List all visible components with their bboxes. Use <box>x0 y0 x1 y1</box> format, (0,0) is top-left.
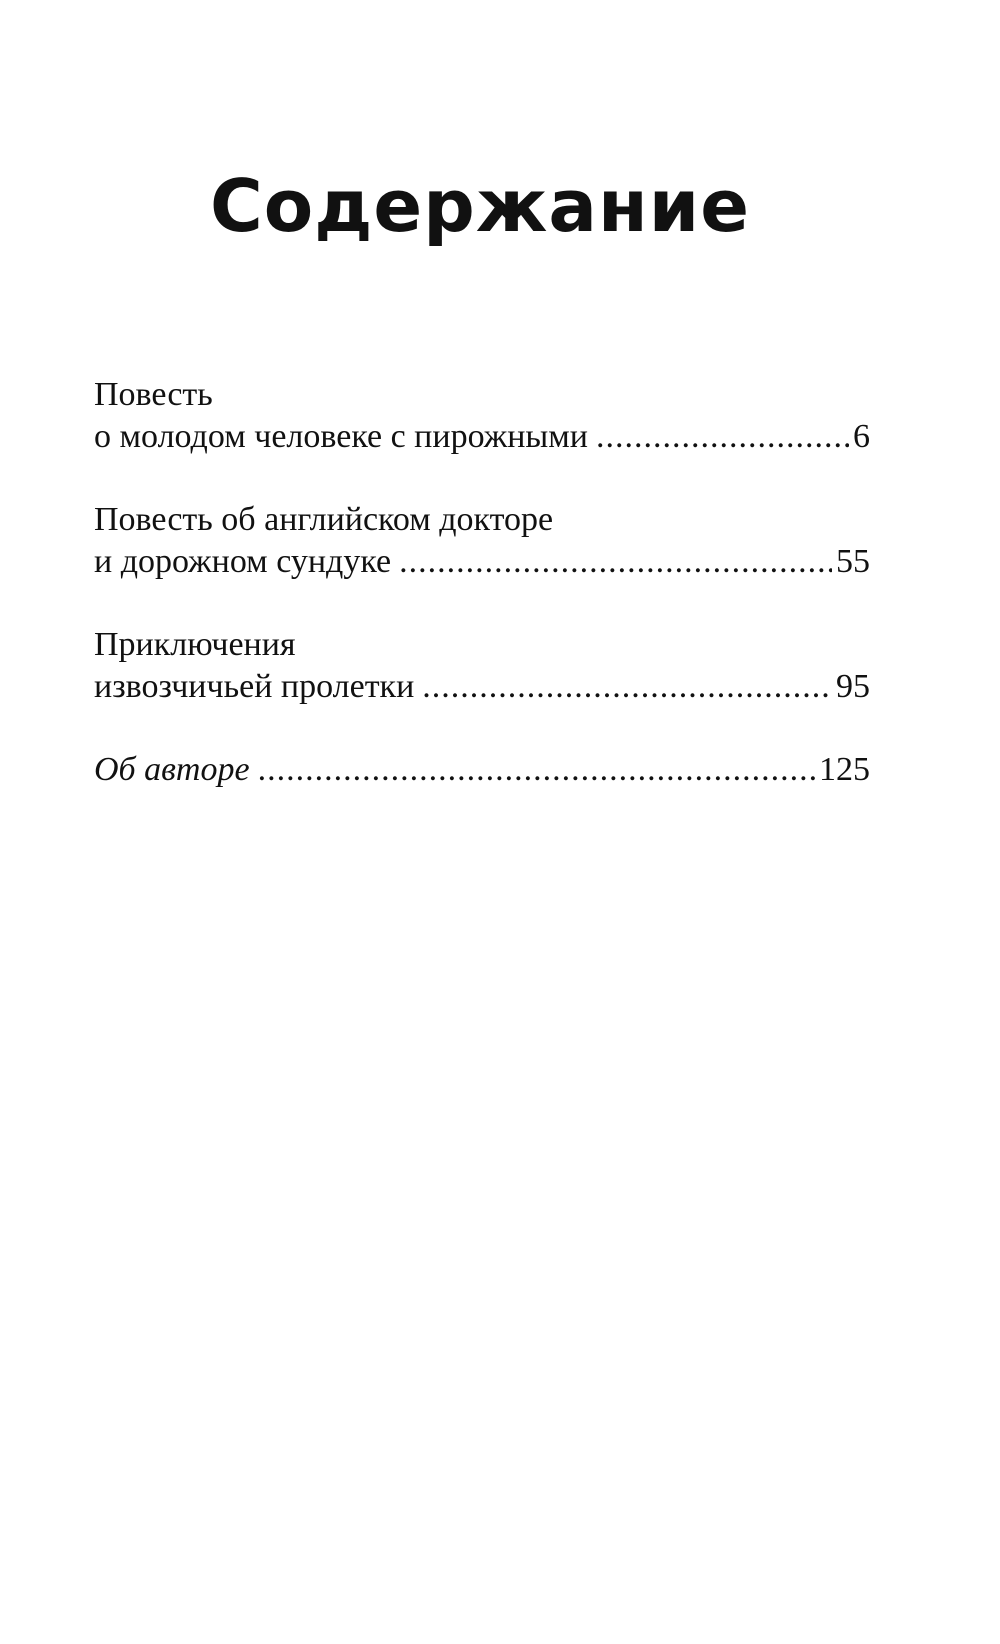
toc-entry-title: и дорожном сундуке <box>94 543 392 580</box>
toc-page-number: 95 <box>836 668 870 705</box>
toc-entry-last-line <box>94 666 870 708</box>
toc-page-number: 125 <box>819 751 870 788</box>
toc-entry-title: Об авторе <box>94 751 250 788</box>
dot-leader <box>258 749 815 791</box>
toc-entry[interactable] <box>94 749 870 791</box>
toc-entry-title: Приключения <box>94 626 296 663</box>
toc-entry[interactable] <box>94 624 870 708</box>
toc-entry-last-line <box>94 416 870 458</box>
toc-entry-title: о молодом человеке с пирожными <box>94 418 588 455</box>
dot-leader <box>399 541 832 583</box>
dot-leader <box>422 666 832 708</box>
table-of-contents <box>94 374 870 832</box>
toc-entry-last-line <box>94 541 870 583</box>
toc-page-number: 6 <box>853 418 870 455</box>
toc-entry-last-line <box>94 749 870 791</box>
toc-entry-title: извозчичьей пролетки <box>94 668 415 705</box>
page-title: Содержание <box>209 164 751 248</box>
toc-entry-title: Повесть <box>94 376 213 413</box>
dot-leader <box>596 416 849 458</box>
toc-entry[interactable] <box>94 499 870 583</box>
toc-entry[interactable] <box>94 374 870 458</box>
toc-page-number: 55 <box>836 543 870 580</box>
toc-entry-title: Повесть об английском докторе <box>94 501 554 538</box>
